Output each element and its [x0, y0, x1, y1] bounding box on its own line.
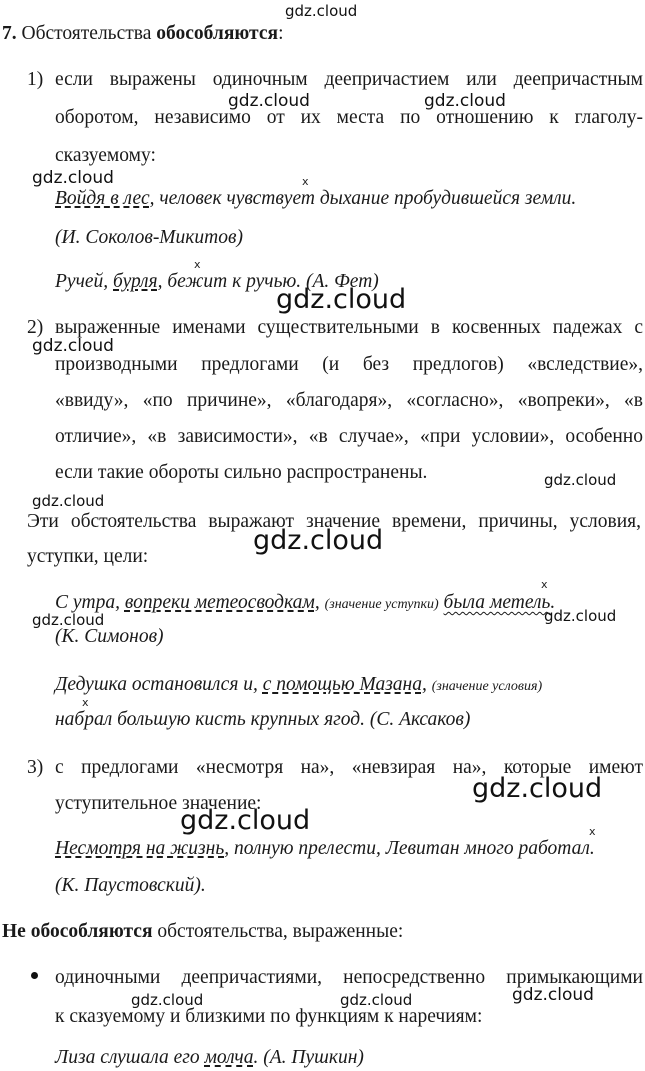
- example-1: [55, 187, 576, 211]
- not-isolated-text: обстоятельства, выраженные:: [152, 921, 404, 942]
- example-3-text: .: [550, 592, 556, 613]
- section-number: 7.: [2, 23, 17, 44]
- watermark: gdz.cloud: [32, 611, 105, 629]
- x-mark: x: [589, 825, 596, 838]
- example-4-text: Дедушка остановился и,: [55, 674, 263, 695]
- watermark: gdz.cloud: [512, 985, 594, 1005]
- example-4-text: ,: [421, 674, 432, 695]
- item-3-line: с предлогами «несмотря на», «невзирая на», которые имеют: [55, 757, 643, 778]
- x-mark: x: [541, 578, 548, 591]
- example-5: [55, 837, 595, 861]
- heading-text: Обстоятельства: [21, 23, 157, 44]
- watermark: gdz.cloud: [276, 284, 407, 315]
- example-2-text: Ручей,: [55, 271, 114, 292]
- watermark: gdz.cloud: [228, 91, 310, 111]
- bullet-line: одиночными деепричастиями, непосредственно примыкающими: [55, 967, 643, 988]
- watermark: gdz.cloud: [340, 991, 413, 1009]
- heading-bold: обособляются: [156, 23, 279, 44]
- not-isolated-bold: Не обособляются: [2, 921, 153, 942]
- x-mark: x: [82, 696, 89, 709]
- example-4: [55, 673, 542, 699]
- item-2-line: если такие обороты сильно распространены.: [55, 462, 428, 483]
- heading-colon: :: [278, 23, 284, 44]
- item-1-line: сказуемому:: [55, 145, 156, 166]
- meaning-text: уступки, цели:: [27, 546, 149, 567]
- item-1-number: 1): [27, 69, 44, 90]
- not-isolated-heading: [2, 920, 403, 944]
- example-6-circumstance: молча: [204, 1047, 254, 1068]
- watermark: gdz.cloud: [32, 492, 105, 510]
- example-3-text: С утра,: [55, 592, 125, 613]
- example-3-predicate: была метель: [443, 592, 551, 613]
- example-2: [55, 270, 379, 294]
- example-1-circumstance: Войдя в лес: [55, 188, 150, 209]
- example-3-note: (значение уступки): [324, 597, 439, 612]
- watermark: gdz.cloud: [253, 525, 384, 556]
- item-3-line: уступительное значение:: [55, 793, 262, 814]
- x-mark: x: [302, 175, 309, 188]
- watermark: gdz.cloud: [285, 2, 358, 20]
- item-2-line: производными предлогами (и без предлогов) «вследствие»,: [55, 354, 643, 375]
- item-2-number: 2): [27, 317, 44, 338]
- section-heading: [2, 22, 283, 46]
- watermark: gdz.cloud: [544, 471, 617, 489]
- item-3-number: 3): [27, 757, 44, 778]
- example-6: [55, 1046, 364, 1070]
- bullet-line: к сказуемому и близкими по функциям к наречиям:: [55, 1006, 483, 1027]
- example-4-circumstance: с помощью Мазана: [262, 674, 422, 695]
- example-5-circumstance: Несмотря на жизнь: [55, 838, 225, 859]
- watermark: gdz.cloud: [32, 168, 114, 188]
- watermark: gdz.cloud: [131, 991, 204, 1009]
- watermark: gdz.cloud: [32, 336, 114, 356]
- example-1-source: (И. Соколов-Микитов): [55, 227, 243, 248]
- example-3: [55, 591, 555, 617]
- bullet-icon: [31, 972, 38, 979]
- x-mark: x: [194, 258, 201, 271]
- example-5-source: (К. Паустовский).: [55, 875, 206, 896]
- example-1-text: , человек чувствует дыхание пробудившейся земли.: [149, 188, 577, 209]
- example-3-text: ,: [314, 592, 325, 613]
- item-2-line: отличие», «в зависимости», «в случае», «при условии», особенно: [55, 426, 643, 447]
- example-2-circumstance: бурля: [113, 271, 158, 292]
- example-6-text: . (А. Пушкин): [253, 1047, 364, 1068]
- example-4-note: (значение условия): [431, 679, 543, 694]
- item-2-line: выраженные именами существительными в косвенных падежах с: [55, 317, 643, 338]
- watermark: gdz.cloud: [472, 773, 603, 804]
- example-5-text: , полную прелести, Левитан много работал.: [224, 838, 595, 859]
- item-1-line: оборотом, независимо от их места по отношению к глаголу-: [55, 107, 643, 128]
- example-3-circumstance: вопреки метеосводкам: [124, 592, 315, 613]
- watermark: gdz.cloud: [180, 805, 311, 836]
- example-4-line: набрал большую кисть крупных ягод. (С. Аксаков): [55, 709, 471, 730]
- watermark: gdz.cloud: [544, 607, 617, 625]
- meaning-text: Эти обстоятельства выражают значение времени, причины, условия,: [27, 511, 641, 532]
- example-6-text: Лиза слушала его: [55, 1047, 205, 1068]
- example-3-source: (К. Симонов): [55, 626, 164, 647]
- item-1-line: если выражены одиночным деепричастием или деепричастным: [55, 69, 643, 90]
- item-2-line: «ввиду», «по причине», «благодаря», «согласно», «вопреки», «в: [55, 390, 643, 411]
- example-2-text: , бежит к ручью. (А. Фет): [157, 271, 379, 292]
- watermark: gdz.cloud: [424, 91, 506, 111]
